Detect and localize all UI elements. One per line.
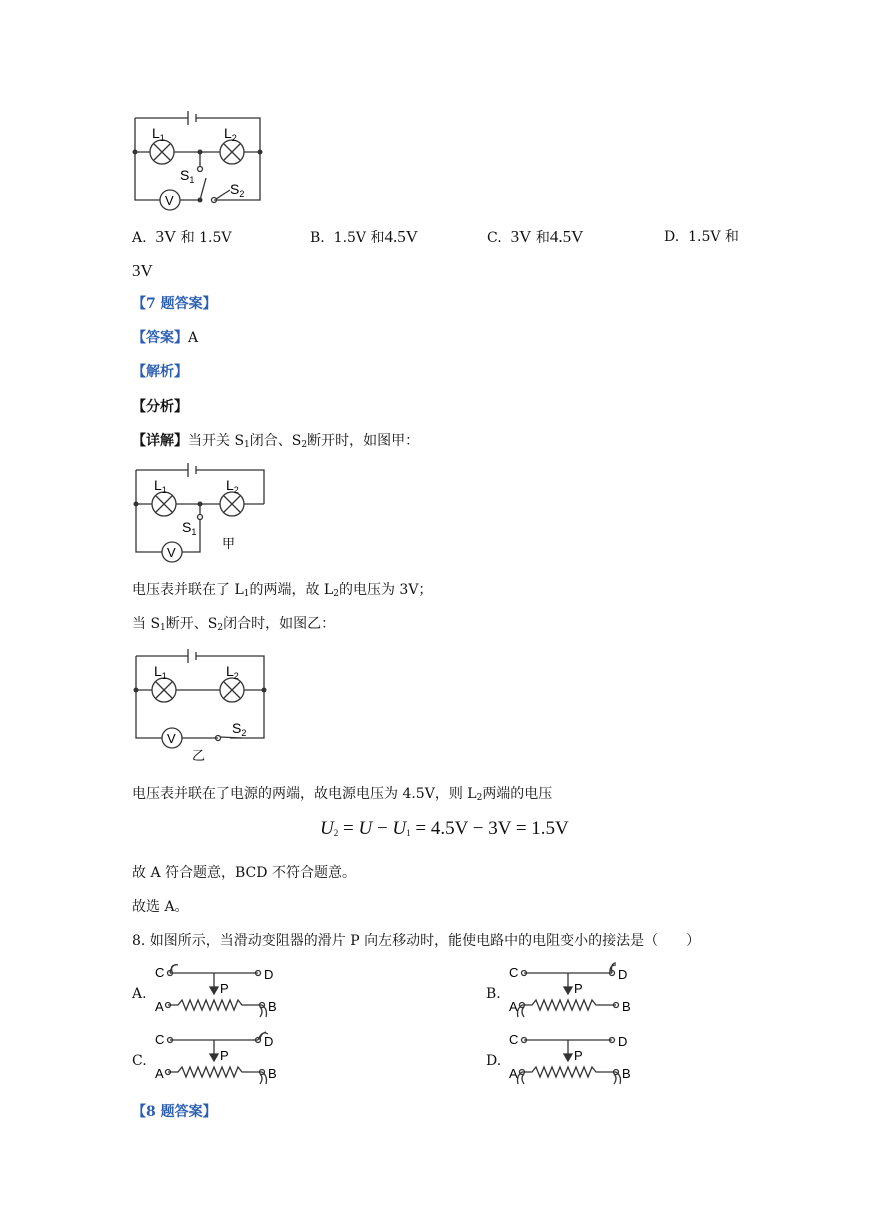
svg-text:A: A [509, 1066, 518, 1081]
option-b: B. 1.5V 和4.5V [310, 227, 419, 246]
svg-text:S2: $S_2$ [232, 720, 247, 738]
option-d-wrap: 3V [132, 261, 153, 280]
svg-text:B: B [268, 1066, 277, 1081]
svg-text:D: D [264, 1034, 274, 1049]
svg-text:C: C [155, 1032, 165, 1047]
detail-line: 【详解】当开关 $S_1$闭合、$S_2$断开时，如图甲： [132, 433, 420, 450]
svg-text:L2: $L_2$ [226, 663, 239, 681]
circuit-diagram-jia [130, 462, 270, 562]
equation: $U_2 = U - U_1 = 4.5V - 3V = 1.5V$ [320, 818, 569, 839]
line-yi: 电压表并联在了电源的两端，故电源电压为 4.5V，则 $L_2$两端的电压 [132, 786, 553, 803]
circuit-diagram-yi [130, 648, 270, 763]
svg-text:P: P [574, 981, 583, 996]
q8-option-b: B. [486, 986, 501, 1002]
svg-text:L2: $L_2$ [226, 477, 239, 495]
svg-text:C: C [509, 1032, 519, 1047]
svg-text:A: A [155, 999, 164, 1014]
rheostat-d [506, 1030, 636, 1090]
svg-text:B: B [268, 999, 277, 1014]
option-a: A. 3V 和 1.5V [132, 227, 232, 246]
svg-text:P: P [220, 1048, 229, 1063]
svg-text:P: P [220, 981, 229, 996]
label-s2: $S_2$ [230, 181, 245, 199]
label-s1: $S_1$ [180, 167, 195, 185]
label-jia: 甲 [222, 536, 236, 551]
fenxi-heading: 【分析】 [132, 399, 188, 415]
svg-text:C: C [155, 965, 165, 980]
q8-answer-heading: 【8 题答案】 [132, 1104, 217, 1120]
conclusion-2: 故选 A。 [132, 899, 189, 915]
svg-text:V: V [167, 545, 176, 560]
option-c: C. 3V 和4.5V [487, 227, 584, 246]
rheostat-b [506, 963, 636, 1023]
q8-option-a: A. [132, 986, 147, 1002]
option-d: D. 1.5V 和 [664, 229, 739, 245]
label-v: V [165, 193, 174, 208]
q8-stem: 8. 如图所示，当滑动变阻器的滑片 P 向左移动时，能使电路中的电阻变小的接法是（ ） [132, 933, 701, 949]
label-l2: $L_2$ [224, 125, 237, 143]
svg-text:B: B [622, 999, 631, 1014]
label-l1: $L_1$ [152, 125, 165, 143]
svg-text:B: B [622, 1066, 631, 1081]
svg-text:V: V [167, 731, 176, 746]
conclusion-1: 故 A 符合题意，BCD 不符合题意。 [132, 865, 356, 881]
q7-answer-heading: 【7 题答案】 [132, 296, 217, 312]
svg-text:D: D [264, 967, 274, 982]
svg-text:P: P [574, 1048, 583, 1063]
line-jia: 电压表并联在了 $L_1$的两端，故 $L_2$的电压为 3V； [132, 582, 433, 599]
analysis-heading: 【解析】 [132, 364, 188, 380]
svg-text:D: D [618, 967, 628, 982]
q8-option-c: C. [132, 1053, 147, 1069]
label-yi: 乙 [192, 748, 206, 763]
svg-text:L1: $L_1$ [154, 477, 167, 495]
svg-text:A: A [509, 999, 518, 1014]
answer-line: 【答案】A [132, 330, 199, 346]
svg-text:A: A [155, 1066, 164, 1081]
line-when2: 当 $S_1$断开、$S_2$闭合时，如图乙： [132, 616, 336, 633]
circuit-diagram-1 [130, 110, 270, 210]
rheostat-c [152, 1030, 282, 1090]
svg-text:C: C [509, 965, 519, 980]
q8-option-d: D. [486, 1053, 502, 1069]
svg-text:L1: $L_1$ [154, 663, 167, 681]
rheostat-a [152, 963, 282, 1023]
svg-text:S1: $S_1$ [182, 519, 197, 537]
svg-text:D: D [618, 1034, 628, 1049]
